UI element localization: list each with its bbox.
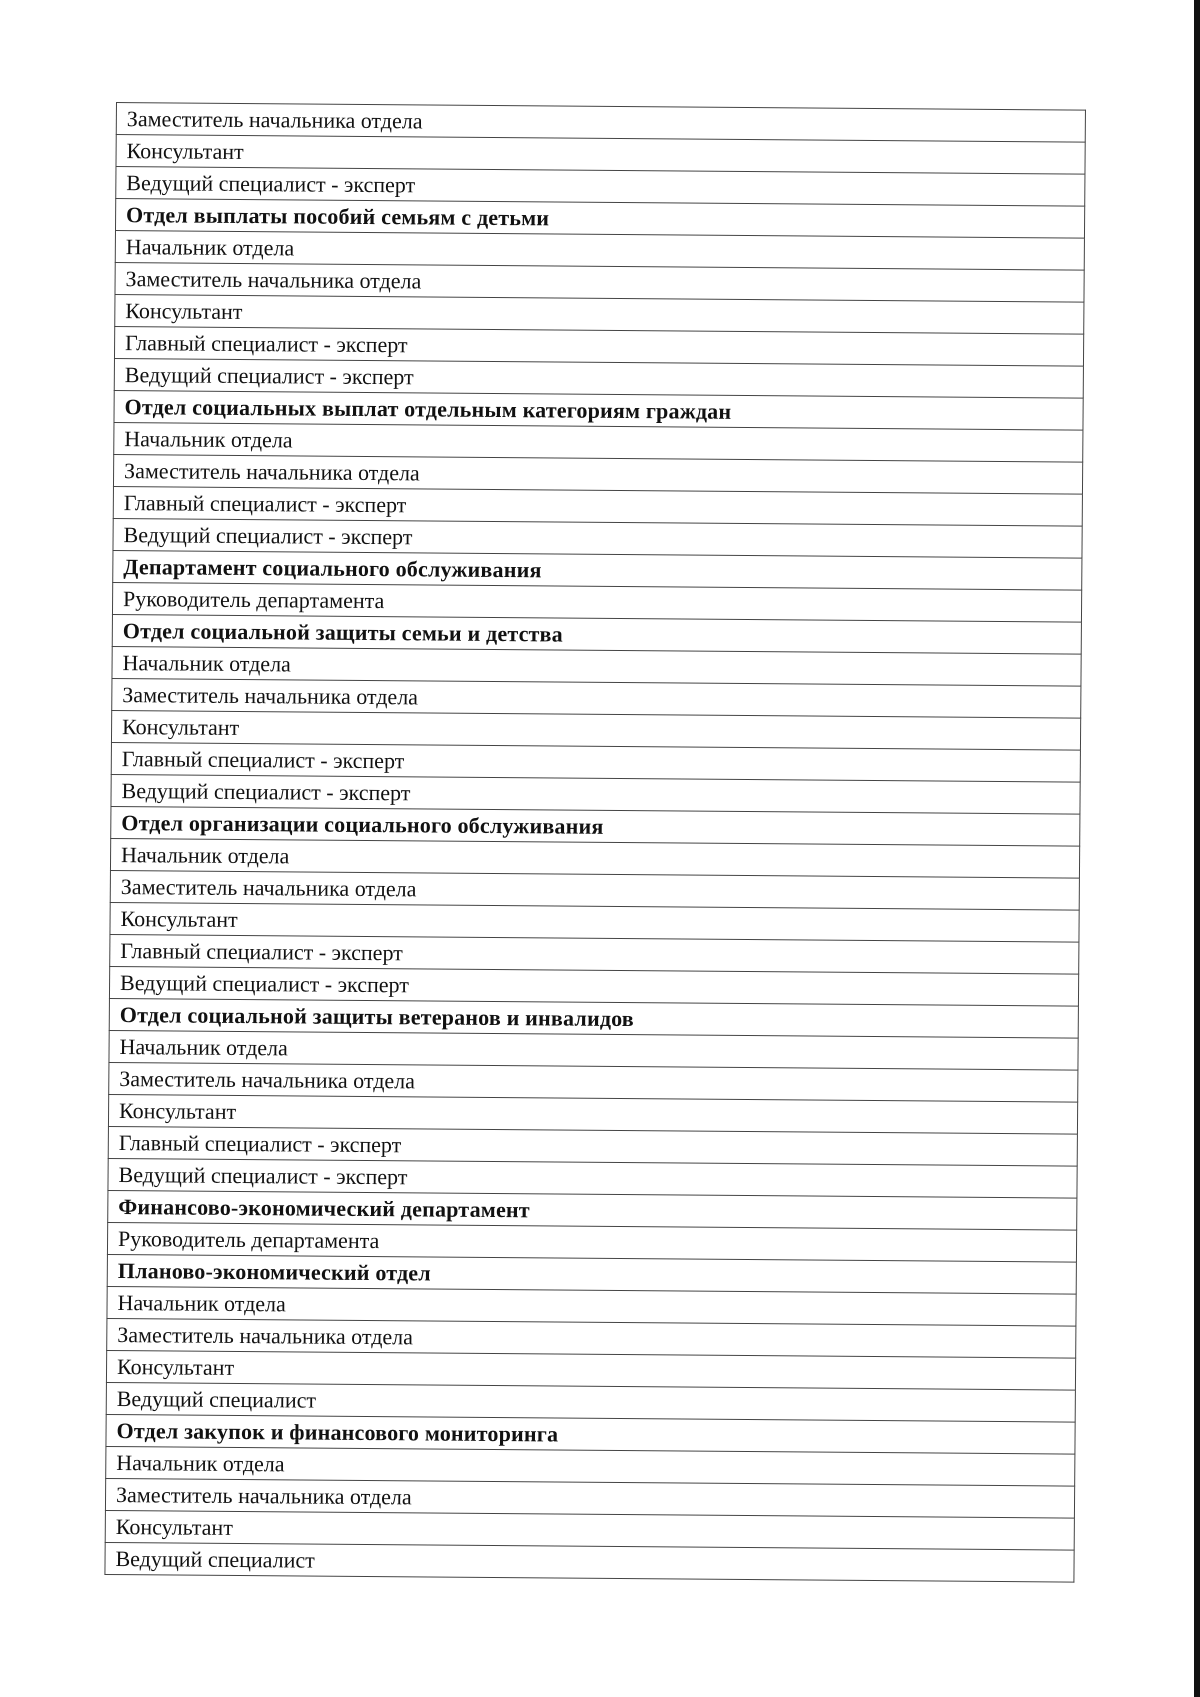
positions-table-body xyxy=(105,103,1086,1583)
position-name-cell: Руководитель департамента xyxy=(112,582,1081,622)
position-name-cell: Консультант xyxy=(115,294,1084,334)
position-name-cell: Начальник отдела xyxy=(107,1286,1076,1326)
position-name-cell: Начальник отдела xyxy=(114,422,1083,462)
position-name-cell: Начальник отдела xyxy=(112,646,1081,686)
position-name-cell: Заместитель начальника отдела xyxy=(107,1318,1076,1358)
position-name-cell: Заместитель начальника отдела xyxy=(112,678,1081,718)
department-name-cell: Отдел организации социального обслуживания xyxy=(111,806,1080,846)
department-name-cell: Планово-экономический отдел xyxy=(107,1254,1076,1294)
position-name-cell: Консультант xyxy=(105,1510,1074,1550)
position-name-cell: Главный специалист - эксперт xyxy=(110,934,1079,974)
department-name-cell: Отдел выплаты пособий семьям с детьми xyxy=(115,199,1084,239)
position-name-cell: Главный специалист - эксперт xyxy=(113,486,1082,526)
position-name-cell: Заместитель начальника отдела xyxy=(105,1478,1074,1518)
position-name-cell: Ведущий специалист xyxy=(105,1542,1074,1582)
position-name-cell: Консультант xyxy=(116,135,1085,175)
position-name-cell: Главный специалист - эксперт xyxy=(111,742,1080,782)
position-name-cell: Начальник отдела xyxy=(110,838,1079,878)
position-name-cell: Заместитель начальника отдела xyxy=(115,262,1084,302)
position-name-cell: Заместитель начальника отдела xyxy=(109,1062,1078,1102)
position-name-cell: Ведущий специалист - эксперт xyxy=(111,774,1080,814)
position-name-cell: Ведущий специалист - эксперт xyxy=(109,966,1078,1006)
position-row xyxy=(105,1542,1074,1582)
position-name-cell: Заместитель начальника отдела xyxy=(110,870,1079,910)
department-name-cell: Отдел закупок и финансового мониторинга xyxy=(106,1414,1075,1454)
position-name-cell: Заместитель начальника отдела xyxy=(116,103,1085,143)
position-name-cell: Консультант xyxy=(106,1350,1075,1390)
position-name-cell: Консультант xyxy=(111,710,1080,750)
position-name-cell: Ведущий специалист - эксперт xyxy=(116,167,1085,207)
position-name-cell: Начальник отдела xyxy=(115,230,1084,270)
position-name-cell: Начальник отдела xyxy=(106,1446,1075,1486)
position-name-cell: Ведущий специалист - эксперт xyxy=(108,1158,1077,1198)
department-name-cell: Отдел социальных выплат отдельным категориям граждан xyxy=(114,390,1083,430)
position-name-cell: Заместитель начальника отдела xyxy=(113,454,1082,494)
position-name-cell: Ведущий специалист - эксперт xyxy=(114,358,1083,398)
department-name-cell: Отдел социальной защиты семьи и детства xyxy=(112,614,1081,654)
position-name-cell: Консультант xyxy=(110,902,1079,942)
department-name-cell: Отдел социальной защиты ветеранов и инвалидов xyxy=(109,998,1078,1038)
department-name-cell: Департамент социального обслуживания xyxy=(113,550,1082,590)
position-name-cell: Ведущий специалист - эксперт xyxy=(113,518,1082,558)
positions-table xyxy=(104,102,1086,1583)
scan-edge-border xyxy=(1194,0,1200,1697)
position-name-cell: Руководитель департамента xyxy=(107,1222,1076,1262)
position-name-cell: Начальник отдела xyxy=(109,1030,1078,1070)
position-name-cell: Ведущий специалист xyxy=(106,1382,1075,1422)
department-name-cell: Финансово-экономический департамент xyxy=(108,1190,1077,1230)
position-name-cell: Главный специалист - эксперт xyxy=(114,326,1083,366)
positions-table-wrapper xyxy=(104,102,1086,1583)
position-name-cell: Главный специалист - эксперт xyxy=(108,1126,1077,1166)
position-name-cell: Консультант xyxy=(108,1094,1077,1134)
